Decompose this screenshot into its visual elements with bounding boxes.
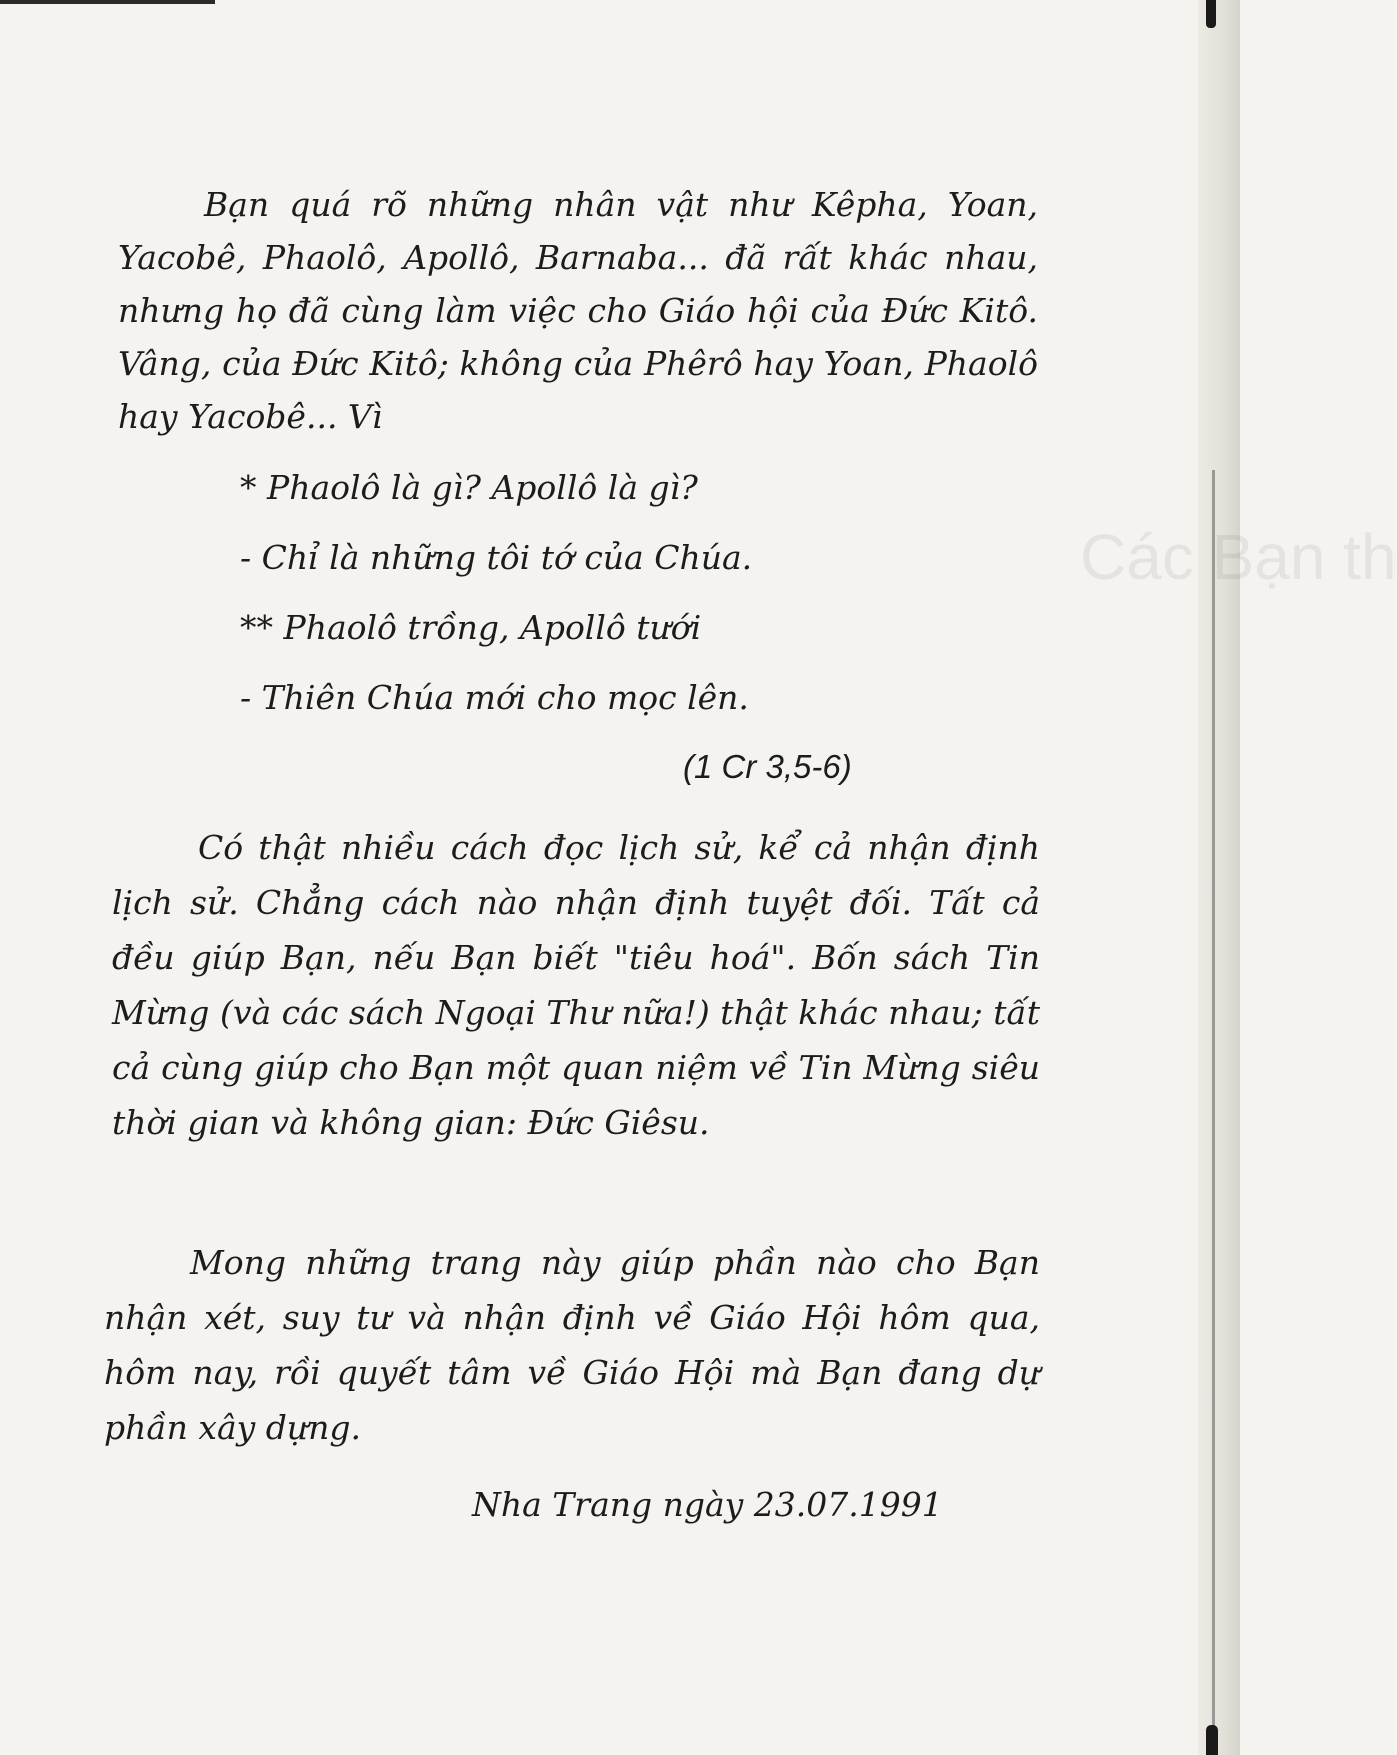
quote-line-2: - Chỉ là những tôi tớ của Chúa.: [240, 538, 753, 577]
quote-line-4: - Thiên Chúa mới cho mọc lên.: [240, 678, 749, 717]
binding-line: [1212, 470, 1215, 1750]
binding-clip-bottom: [1206, 1725, 1218, 1755]
quote-line-1: * Phaolô là gì? Apollô là gì?: [240, 468, 698, 507]
paragraph-intro: Bạn quá rõ những nhân vật như Kêpha, Yoan, Yacobê, Phaolô, Apollô, Barnaba... đã rất khác nhau, nhưng họ đã cùng làm việc cho Giáo hội của Đức Kitô. Vâng, của Đức Kitô; không của Phêrô hay Yoan, Phaolô hay Yacobê... Vì: [118, 185, 1038, 436]
binding-clip-top: [1206, 0, 1216, 28]
quote-line-3: ** Phaolô trồng, Apollô tưới: [240, 608, 702, 647]
scripture-reference: (1 Cr 3,5-6): [683, 748, 852, 785]
paragraph-history: Có thật nhiều cách đọc lịch sử, kể cả nhận định lịch sử. Chẳng cách nào nhận định tuyệt đối. Tất cả đều giúp Bạn, nếu Bạn biết "tiêu hoá". Bốn sách Tin Mừng (và các sách Ngoại Thư nữa!) thật khác nhau; tất cả cùng giúp cho Bạn một quan niệm về Tin Mừng siêu thời gian và không gian: Đức Giêsu.: [112, 828, 1040, 1142]
page-right-edge-shadow: [1198, 0, 1240, 1755]
bleed-through-text: Các Bạn th: [1080, 521, 1397, 593]
top-edge-rule: [0, 0, 215, 4]
paragraph-closing: Mong những trang này giúp phần nào cho Bạn nhận xét, suy tư và nhận định về Giáo Hội hôm qua, hôm nay, rồi quyết tâm về Giáo Hội mà Bạn đang dự phần xây dựng.: [104, 1243, 1040, 1447]
place-date-signature: Nha Trang ngày 23.07.1991: [472, 1485, 943, 1524]
